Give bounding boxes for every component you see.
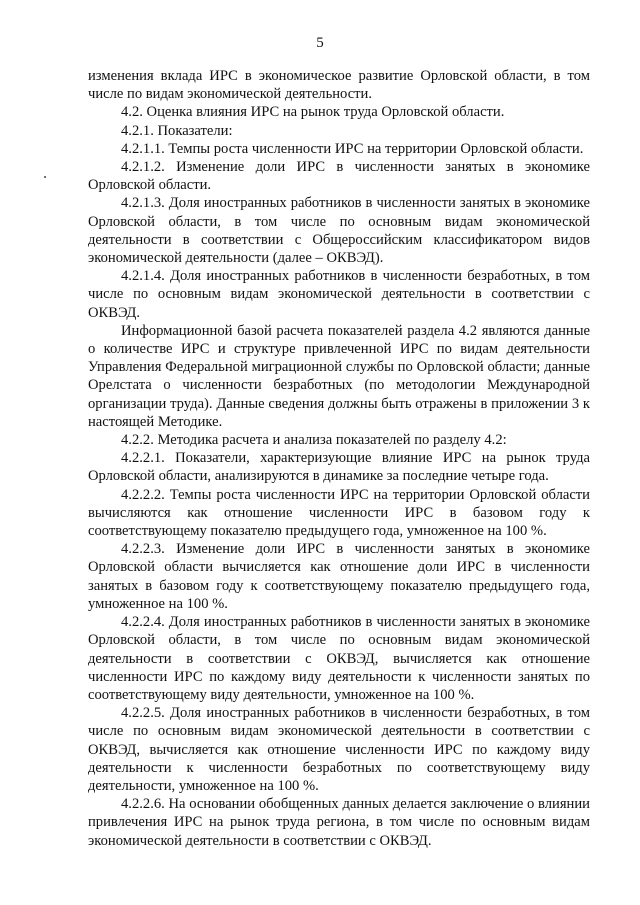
method-4-2-2-6: 4.2.2.6. На основании обобщенных данных делается заключение о влиянии привлечения ИРС на рынок труда региона, в том числе по основным видам экономической деятельности в соответствии с ОКВЭД.: [88, 796, 590, 849]
method-4-2-2-4: 4.2.2.4. Доля иностранных работников в численности занятых в экономике Орловской области, в том числе по основным видам экономической деятельности в соответствии с ОКВЭД, вычисляется как отношение численности ИРС по каждому виду деятельности к численности занятых по соответствующему виду деятельности, умноженное на 100 %.: [88, 614, 590, 703]
indicator-4-2-1-2: 4.2.1.2. Изменение доли ИРС в численности занятых в экономике Орловской области.: [88, 159, 590, 194]
information-base-paragraph: Информационной базой расчета показателей раздела 4.2 являются данные о количестве ИРС и структуре привлеченной ИРС по видам деятельности Управления Федеральной миграционной службы по Орловской области; данные Орелстата о численности безработных (по методологии Международной организации труда). Данные сведения должны быть отражены в приложении 3 к настоящей Методике.: [88, 322, 590, 430]
method-4-2-2-2: 4.2.2.2. Темпы роста численности ИРС на территории Орловской области вычисляются как отношение численности ИРС в базовом году к соответствующему показателю предыдущего года, умноженное на 100 %.: [88, 486, 590, 540]
paragraph-continuation: изменения вклада ИРС в экономическое развитие Орловской области, в том числе по видам экономической деятельности.: [88, 68, 590, 103]
indicator-4-2-1-4: 4.2.1.4. Доля иностранных работников в численности безработных, в том числе по основным видам экономической деятельности в соответствии с ОКВЭД.: [88, 268, 590, 321]
section-heading-4-2: 4.2. Оценка влияния ИРС на рынок труда Орловской области.: [121, 104, 505, 121]
subsection-heading-4-2-1: 4.2.1. Показатели:: [121, 122, 233, 139]
page-number: 5: [316, 35, 324, 51]
indicator-4-2-1-1: 4.2.1.1. Темпы роста численности ИРС на территории Орловской области.: [121, 140, 584, 157]
indicator-4-2-1-3: 4.2.1.3. Доля иностранных работников в численности занятых в экономике Орловской области, в том числе по основным видам экономической деятельности в соответствии с Общероссийским классификатором видов экономической деятельности (далее – ОКВЭД).: [88, 195, 590, 267]
method-4-2-2-1: 4.2.2.1. Показатели, характеризующие влияние ИРС на рынок труда Орловской области, анализируются в динамике за последние четыре года.: [88, 450, 590, 485]
method-4-2-2-5: 4.2.2.5. Доля иностранных работников в численности безработных, в том числе по основным видам экономической деятельности в соответствии с ОКВЭД, вычисляется как отношение численности ИРС по каждому виду деятельности к численности безработных по соответствующему виду деятельности, умноженное на 100 %.: [88, 705, 590, 794]
document-body: [88, 67, 590, 850]
method-4-2-2-3: 4.2.2.3. Изменение доли ИРС в численности занятых в экономике Орловской области вычисляется как отношение доли ИРС в численности занятых в базовом году к соответствующему показателю предыдущего года, умноженное на 100 %.: [88, 541, 590, 612]
scan-speck: [44, 176, 46, 178]
subsection-heading-4-2-2: 4.2.2. Методика расчета и анализа показателей по разделу 4.2:: [121, 432, 507, 449]
